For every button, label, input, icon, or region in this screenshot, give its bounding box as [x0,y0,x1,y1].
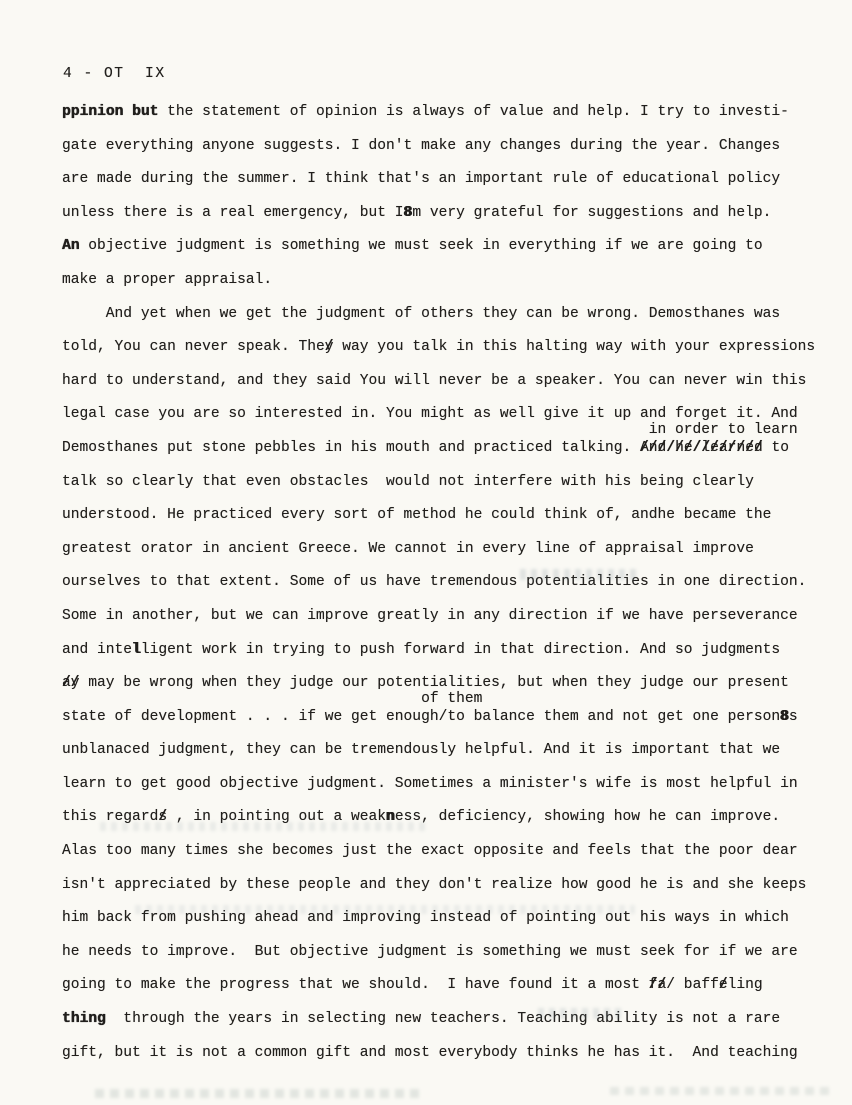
text-line [62,298,832,332]
text-segment: Alas too many times she becomes just the exact opposite and feels that the poor dear [62,843,798,860]
text-line [62,197,832,231]
text-segment: understood. He practiced every sort of method he could think of, andhe became the [62,507,772,524]
text-segment: isn't appreciated by these people and they don't realize how good he is and she keeps [62,876,807,893]
struck-out-char: d / [658,432,667,466]
struck-out-char: / / [693,432,702,466]
text-line [62,801,832,835]
text-line [62,331,832,365]
text-segment: objective judgment is something we must seek in everything if we are going to [79,238,763,255]
overstruck-text: An [62,238,80,255]
struck-out-char: n / [736,432,745,466]
overstruck-text: 8 [403,204,413,221]
text-segment: ling [727,977,763,994]
text-segment: him back from pushing ahead and improving instead of pointing out his ways in which [62,910,789,927]
text-segment: , in pointing out a weak [167,809,387,826]
text-line [62,936,832,970]
text-segment: legal case you are so interested in. You might as well give it up and forget it. And [62,406,798,423]
text-segment: he needs to improve. But objective judgment is something we must seek for if we are [62,943,798,960]
text-segment: may be wrong when they judge our potentialities, but when they judge our present [79,675,789,692]
struck-out-char: y / [71,667,80,701]
text-line [62,869,832,903]
struck-out-char: e / [710,432,719,466]
struck-out-char: / / [666,432,675,466]
text-line [62,634,832,668]
text-segment: and inte [62,641,133,658]
text-segment: way you talk in this halting way with your expressions [333,339,816,356]
text-line [62,264,832,298]
text-segment: in order to learn [62,421,798,438]
text-segment: make a proper appraisal. [62,271,273,288]
overstruck-text: l [132,641,141,658]
text-line [62,902,832,936]
overstruck-text: n [386,809,395,826]
text-segment: Some in another, but we can improve greatly in any direction if we have perseverance [62,607,798,624]
text-segment: going to make the progress that we should. I have found it a most [62,977,649,994]
text-line [62,163,832,197]
text-line [62,734,832,768]
text-line [62,365,832,399]
struck-out-char: s / [158,801,167,835]
struck-out-char: e / [684,432,693,466]
struck-out-char: l / [701,432,710,466]
text-line [62,96,832,130]
text-segment: are made during the summer. I think that's an important rule of educational policy [62,171,781,188]
text-segment: this regard [62,809,159,826]
struck-out-char: h / [675,432,684,466]
struck-out-char: a / [62,667,71,701]
text-line [62,1003,832,1037]
text-line [62,835,832,869]
text-segment: Demosthanes put stone pebbles in his mouth and practiced talking. [62,439,641,456]
struck-out-char: e / [719,969,728,1003]
document-body [62,96,832,1070]
text-line [62,566,832,600]
text-segment: hard to understand, and they said You will never be a speaker. You can never win this [62,372,807,389]
text-segment: greatest orator in ancient Greece. We cannot in every line of appraisal improve [62,540,754,557]
text-segment: unblanaced judgment, they can be tremendously helpful. And it is important that we [62,742,781,759]
text-segment: unless there is a real emergency, but I [62,204,404,221]
text-segment: s [788,708,798,725]
text-segment: through the years in selecting new teachers. Teaching ability is not a rare [105,1011,781,1028]
struck-out-char: a / [658,969,667,1003]
text-segment: m very grateful for suggestions and help. [412,204,772,221]
text-segment: / baff [666,977,719,994]
text-segment: of them [62,690,483,707]
text-segment: learn to get good objective judgment. Sometimes a minister's wife is most helpful in [62,775,798,792]
bottom-smudge-artifact [610,1087,830,1095]
text-line [62,533,832,567]
text-segment: ourselves to that extent. Some of us have tremendous potentialities in one direction. [62,574,807,591]
struck-out-char: r / [728,432,737,466]
text-segment: ess, deficiency, showing how he can improve. [394,809,781,826]
text-line [62,600,832,634]
text-line [62,130,832,164]
page-header-number: 4 - OT IX [63,66,166,82]
text-segment: the statement of opinion is always of value and help. I try to investi- [158,104,789,120]
text-segment: told, You can never speak. The [62,339,325,356]
text-segment: And yet when we get the judgment of others they can be wrong. Demosthanes was [62,305,781,322]
text-line [62,466,832,500]
text-line [62,499,832,533]
text-segment: gate everything anyone suggests. I don't make any changes during the year. Changes [62,137,781,154]
struck-out-char: a / [719,432,728,466]
text-segment: gift, but it is not a common gift and most everybody thinks he has it. And teaching [62,1044,798,1061]
struck-out-char: A / [640,432,649,466]
text-line [62,1037,832,1071]
struck-out-char: n / [649,432,658,466]
overstruck-text: thing [62,1011,106,1028]
struck-out-char: d / [754,432,763,466]
text-line [62,969,832,1003]
struck-out-char: y / [325,331,334,365]
text-segment: state of development . . . if we get enough/to balance them and not get one person [62,708,781,725]
text-line [62,768,832,802]
text-segment: talk so clearly that even obstacles would not interfere with his being clearly [62,473,754,490]
text-segment: to [762,439,790,456]
text-segment: ligent work in trying to push forward in that direction. And so judgments [140,641,781,658]
struck-out-char: f / [649,969,658,1003]
bottom-smudge-artifact [95,1089,425,1098]
overstruck-text: 8 [780,708,789,725]
overstruck-text: ppinion but [62,104,159,120]
struck-out-char: e / [745,432,754,466]
text-line [62,230,832,264]
